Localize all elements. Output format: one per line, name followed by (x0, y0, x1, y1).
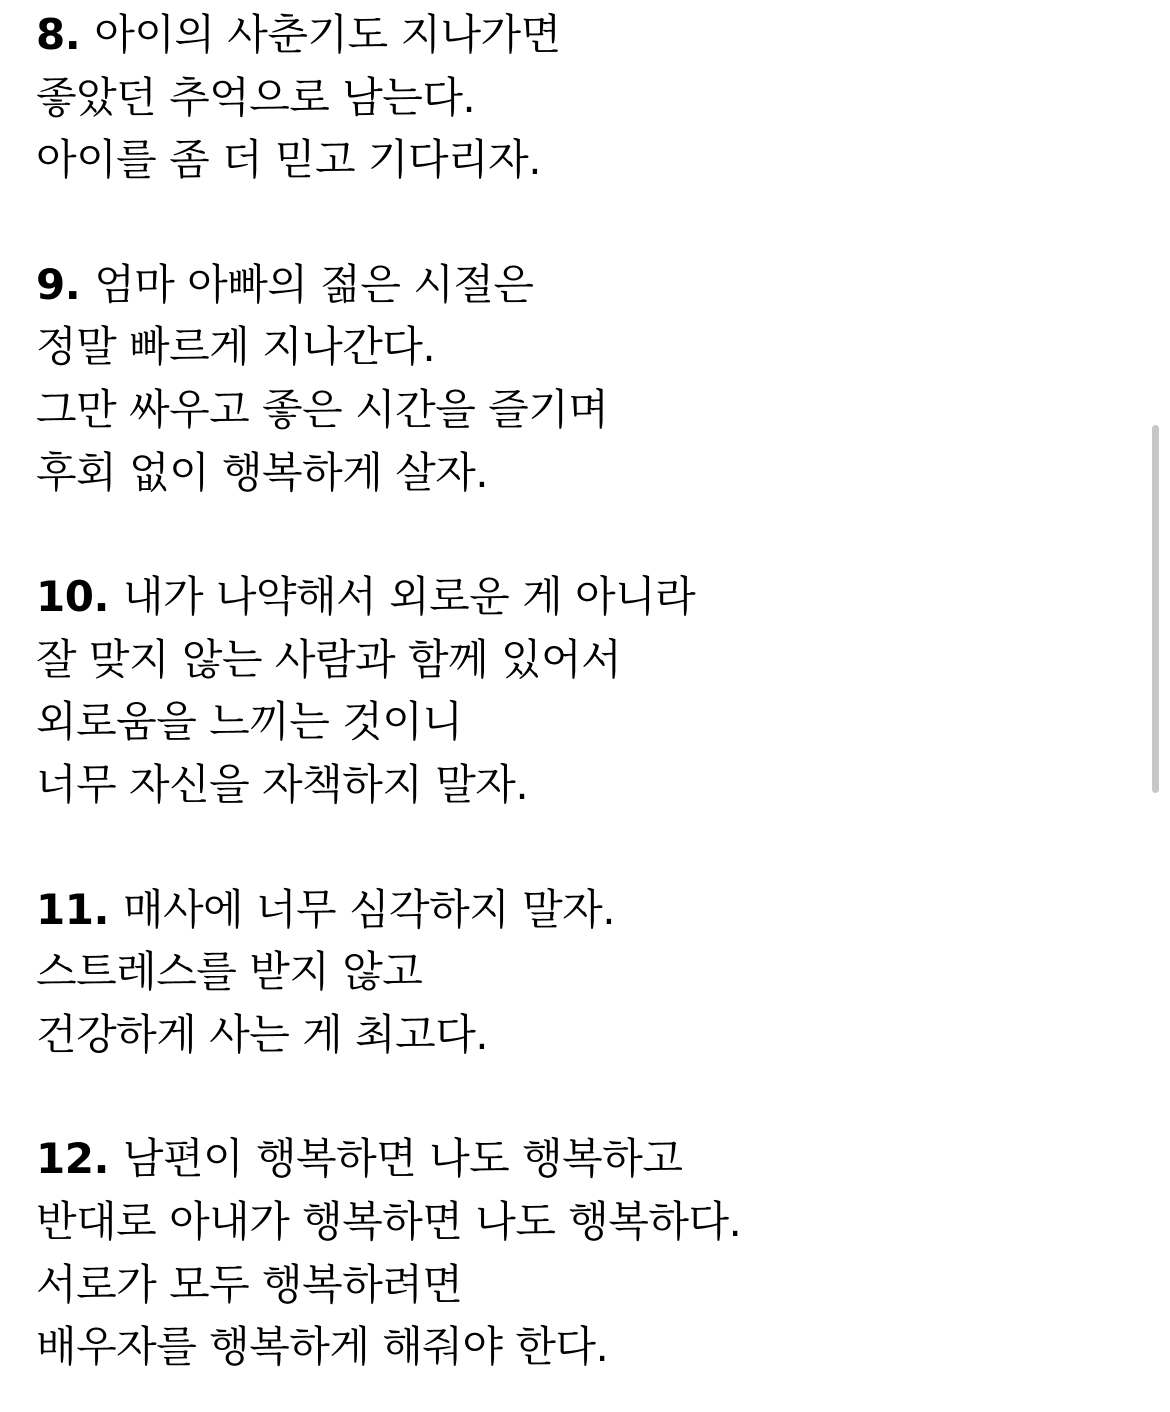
item-number: 9. (36, 259, 81, 309)
item-text: 내가 나약해서 외로운 게 아니라 (122, 572, 696, 622)
item-text: 매사에 너무 심각하지 말자. (122, 884, 616, 934)
item-number: 10. (36, 572, 109, 622)
item-text: 후회 없이 행복하게 살자. (36, 447, 489, 497)
item-first-line (36, 1128, 1126, 1191)
item-text: 아이를 좀 더 믿고 기다리자. (36, 135, 542, 185)
item-text: 엄마 아빠의 젊은 시절은 (94, 259, 534, 309)
item-number: 12. (36, 1134, 109, 1184)
list-item-12 (36, 1128, 1126, 1378)
list-item-8 (36, 4, 1126, 192)
item-first-line (36, 566, 1126, 629)
item-text: 그만 싸우고 좋은 시간을 즐기며 (36, 384, 609, 434)
item-text: 반대로 아내가 행복하면 나도 행복하다. (36, 1196, 742, 1246)
item-text: 너무 자신을 자책하지 말자. (36, 759, 529, 809)
item-text: 좋았던 추억으로 남는다. (36, 72, 476, 122)
item-number: 8. (36, 10, 81, 59)
item-text: 아이의 사춘기도 지나가면 (94, 10, 561, 59)
item-text: 남편이 행복하면 나도 행복하고 (122, 1134, 683, 1184)
item-text: 외로움을 느끼는 것이니 (36, 697, 463, 747)
list-item-10 (36, 566, 1126, 816)
item-text: 스트레스를 받지 않고 (36, 947, 423, 997)
note-content (36, 4, 1126, 1379)
item-text: 정말 빠르게 지나간다. (36, 322, 436, 372)
item-text: 잘 맞지 않는 사람과 함께 있어서 (36, 634, 622, 684)
item-first-line (36, 879, 1126, 942)
list-item-11 (36, 879, 1126, 1067)
item-first-line (36, 254, 1126, 317)
item-text: 배우자를 행복하게 해줘야 한다. (36, 1322, 609, 1372)
list-item-9 (36, 254, 1126, 504)
vertical-scrollbar[interactable] (1152, 425, 1159, 793)
item-first-line (36, 4, 1126, 67)
item-number: 11. (36, 884, 109, 934)
item-text: 서로가 모두 행복하려면 (36, 1259, 463, 1309)
item-text: 건강하게 사는 게 최고다. (36, 1009, 489, 1059)
